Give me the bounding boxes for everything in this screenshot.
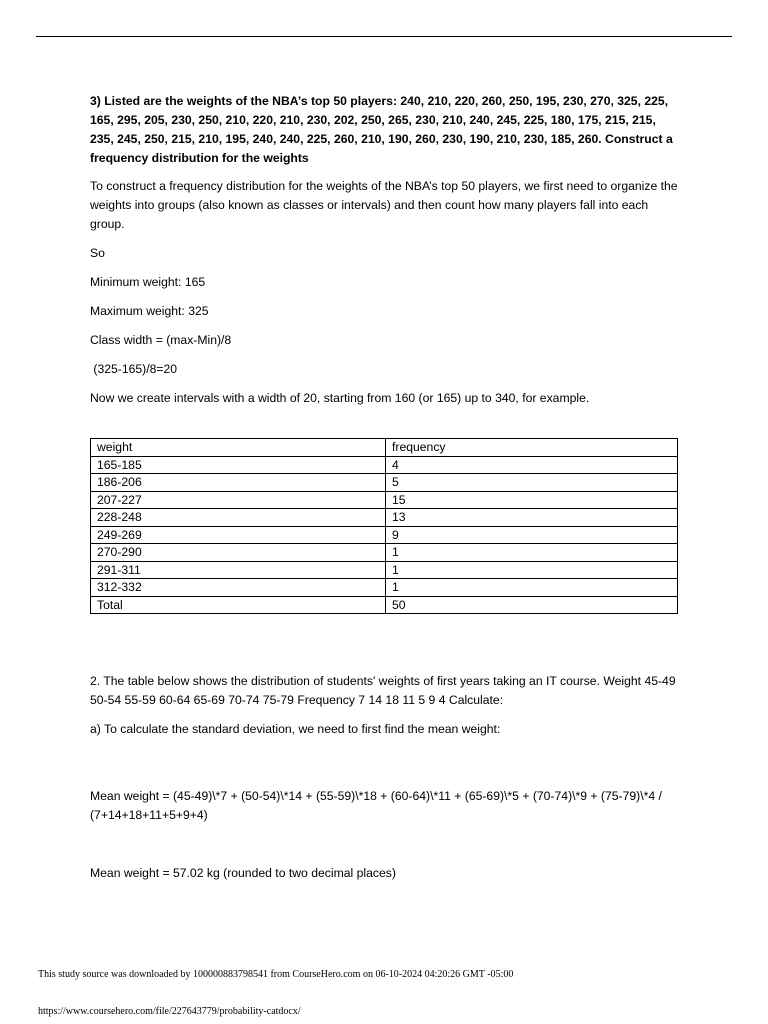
frequency-cell: 5 <box>386 474 678 492</box>
weight-cell: 228-248 <box>91 509 386 527</box>
weight-cell: 249-269 <box>91 526 386 544</box>
so-text: So <box>90 246 105 260</box>
document-body <box>90 92 680 893</box>
download-source-notice: This study source was downloaded by 100000883798541 from CourseHero.com on 06-10-2024 04:20:26 GMT -05:00 <box>38 969 514 980</box>
frequency-cell: 9 <box>386 526 678 544</box>
mean-weight-formula: Mean weight = (45-49)\*7 + (50-54)\*14 + (55-59)\*18 + (60-64)\*11 + (65-69)\*5 + (70-74)\*9 + (75-79)\*4 / (7+14+18+11+5+9+4) <box>90 789 662 822</box>
question-3-heading: 3) Listed are the weights of the NBA’s top 50 players: 240, 210, 220, 260, 250, 195, 230, 270, 325, 225, 165, 295, 205, 230, 250, 210, 220, 210, 230, 202, 250, 265, 230, 210, 240, 245, 225, 180, 175, 215, 215, 235, 245, 250, 215, 210, 195, 240, 240, 225, 260, 210, 190, 260, 230, 190, 210, 230, 185, 260. Construct a frequency distribution for the weights <box>90 94 673 165</box>
table-row <box>91 561 678 579</box>
weight-cell: 312-332 <box>91 579 386 597</box>
table-row <box>91 526 678 544</box>
weight-cell: 207-227 <box>91 491 386 509</box>
table-row <box>91 544 678 562</box>
class-width-formula: Class width = (max-Min)/8 <box>90 333 232 347</box>
total-label: Total <box>91 596 386 614</box>
question-3-intro: To construct a frequency distribution for the weights of the NBA’s top 50 players, we first need to organize the weights into groups (also known as classes or intervals) and then count how many players fall into each group. <box>90 179 678 231</box>
weight-cell: 165-185 <box>91 456 386 474</box>
total-value: 50 <box>386 596 678 614</box>
page-top-rule <box>36 36 732 37</box>
weight-cell: 270-290 <box>91 544 386 562</box>
table-row <box>91 579 678 597</box>
maximum-weight: Maximum weight: 325 <box>90 304 209 318</box>
header-frequency: frequency <box>386 439 678 457</box>
table-row <box>91 456 678 474</box>
weight-cell: 186-206 <box>91 474 386 492</box>
frequency-cell: 1 <box>386 579 678 597</box>
table-row <box>91 474 678 492</box>
question-2-prompt: 2. The table below shows the distribution of students' weights of first years taking an IT course. Weight 45-49 50-54 55-59 60-64 65-69 70-74 75-79 Frequency 7 14 18 11 5 9 4 Calculate: <box>90 674 676 707</box>
frequency-cell: 4 <box>386 456 678 474</box>
question-2-part-a: a) To calculate the standard deviation, we need to first find the mean weight: <box>90 722 501 736</box>
intervals-note: Now we create intervals with a width of 20, starting from 160 (or 165) up to 340, for example. <box>90 391 590 405</box>
class-width-calculation: (325-165)/8=20 <box>90 362 178 376</box>
frequency-cell: 13 <box>386 509 678 527</box>
table-header-row <box>91 439 678 457</box>
frequency-cell: 1 <box>386 561 678 579</box>
minimum-weight: Minimum weight: 165 <box>90 275 206 289</box>
frequency-cell: 1 <box>386 544 678 562</box>
table-row <box>91 491 678 509</box>
weight-cell: 291-311 <box>91 561 386 579</box>
frequency-table <box>90 438 678 614</box>
header-weight: weight <box>91 439 386 457</box>
table-row <box>91 509 678 527</box>
frequency-cell: 15 <box>386 491 678 509</box>
mean-weight-result: Mean weight = 57.02 kg (rounded to two decimal places) <box>90 866 396 880</box>
source-url: https://www.coursehero.com/file/227643779/probability-catdocx/ <box>38 1006 301 1017</box>
table-total-row <box>91 596 678 614</box>
